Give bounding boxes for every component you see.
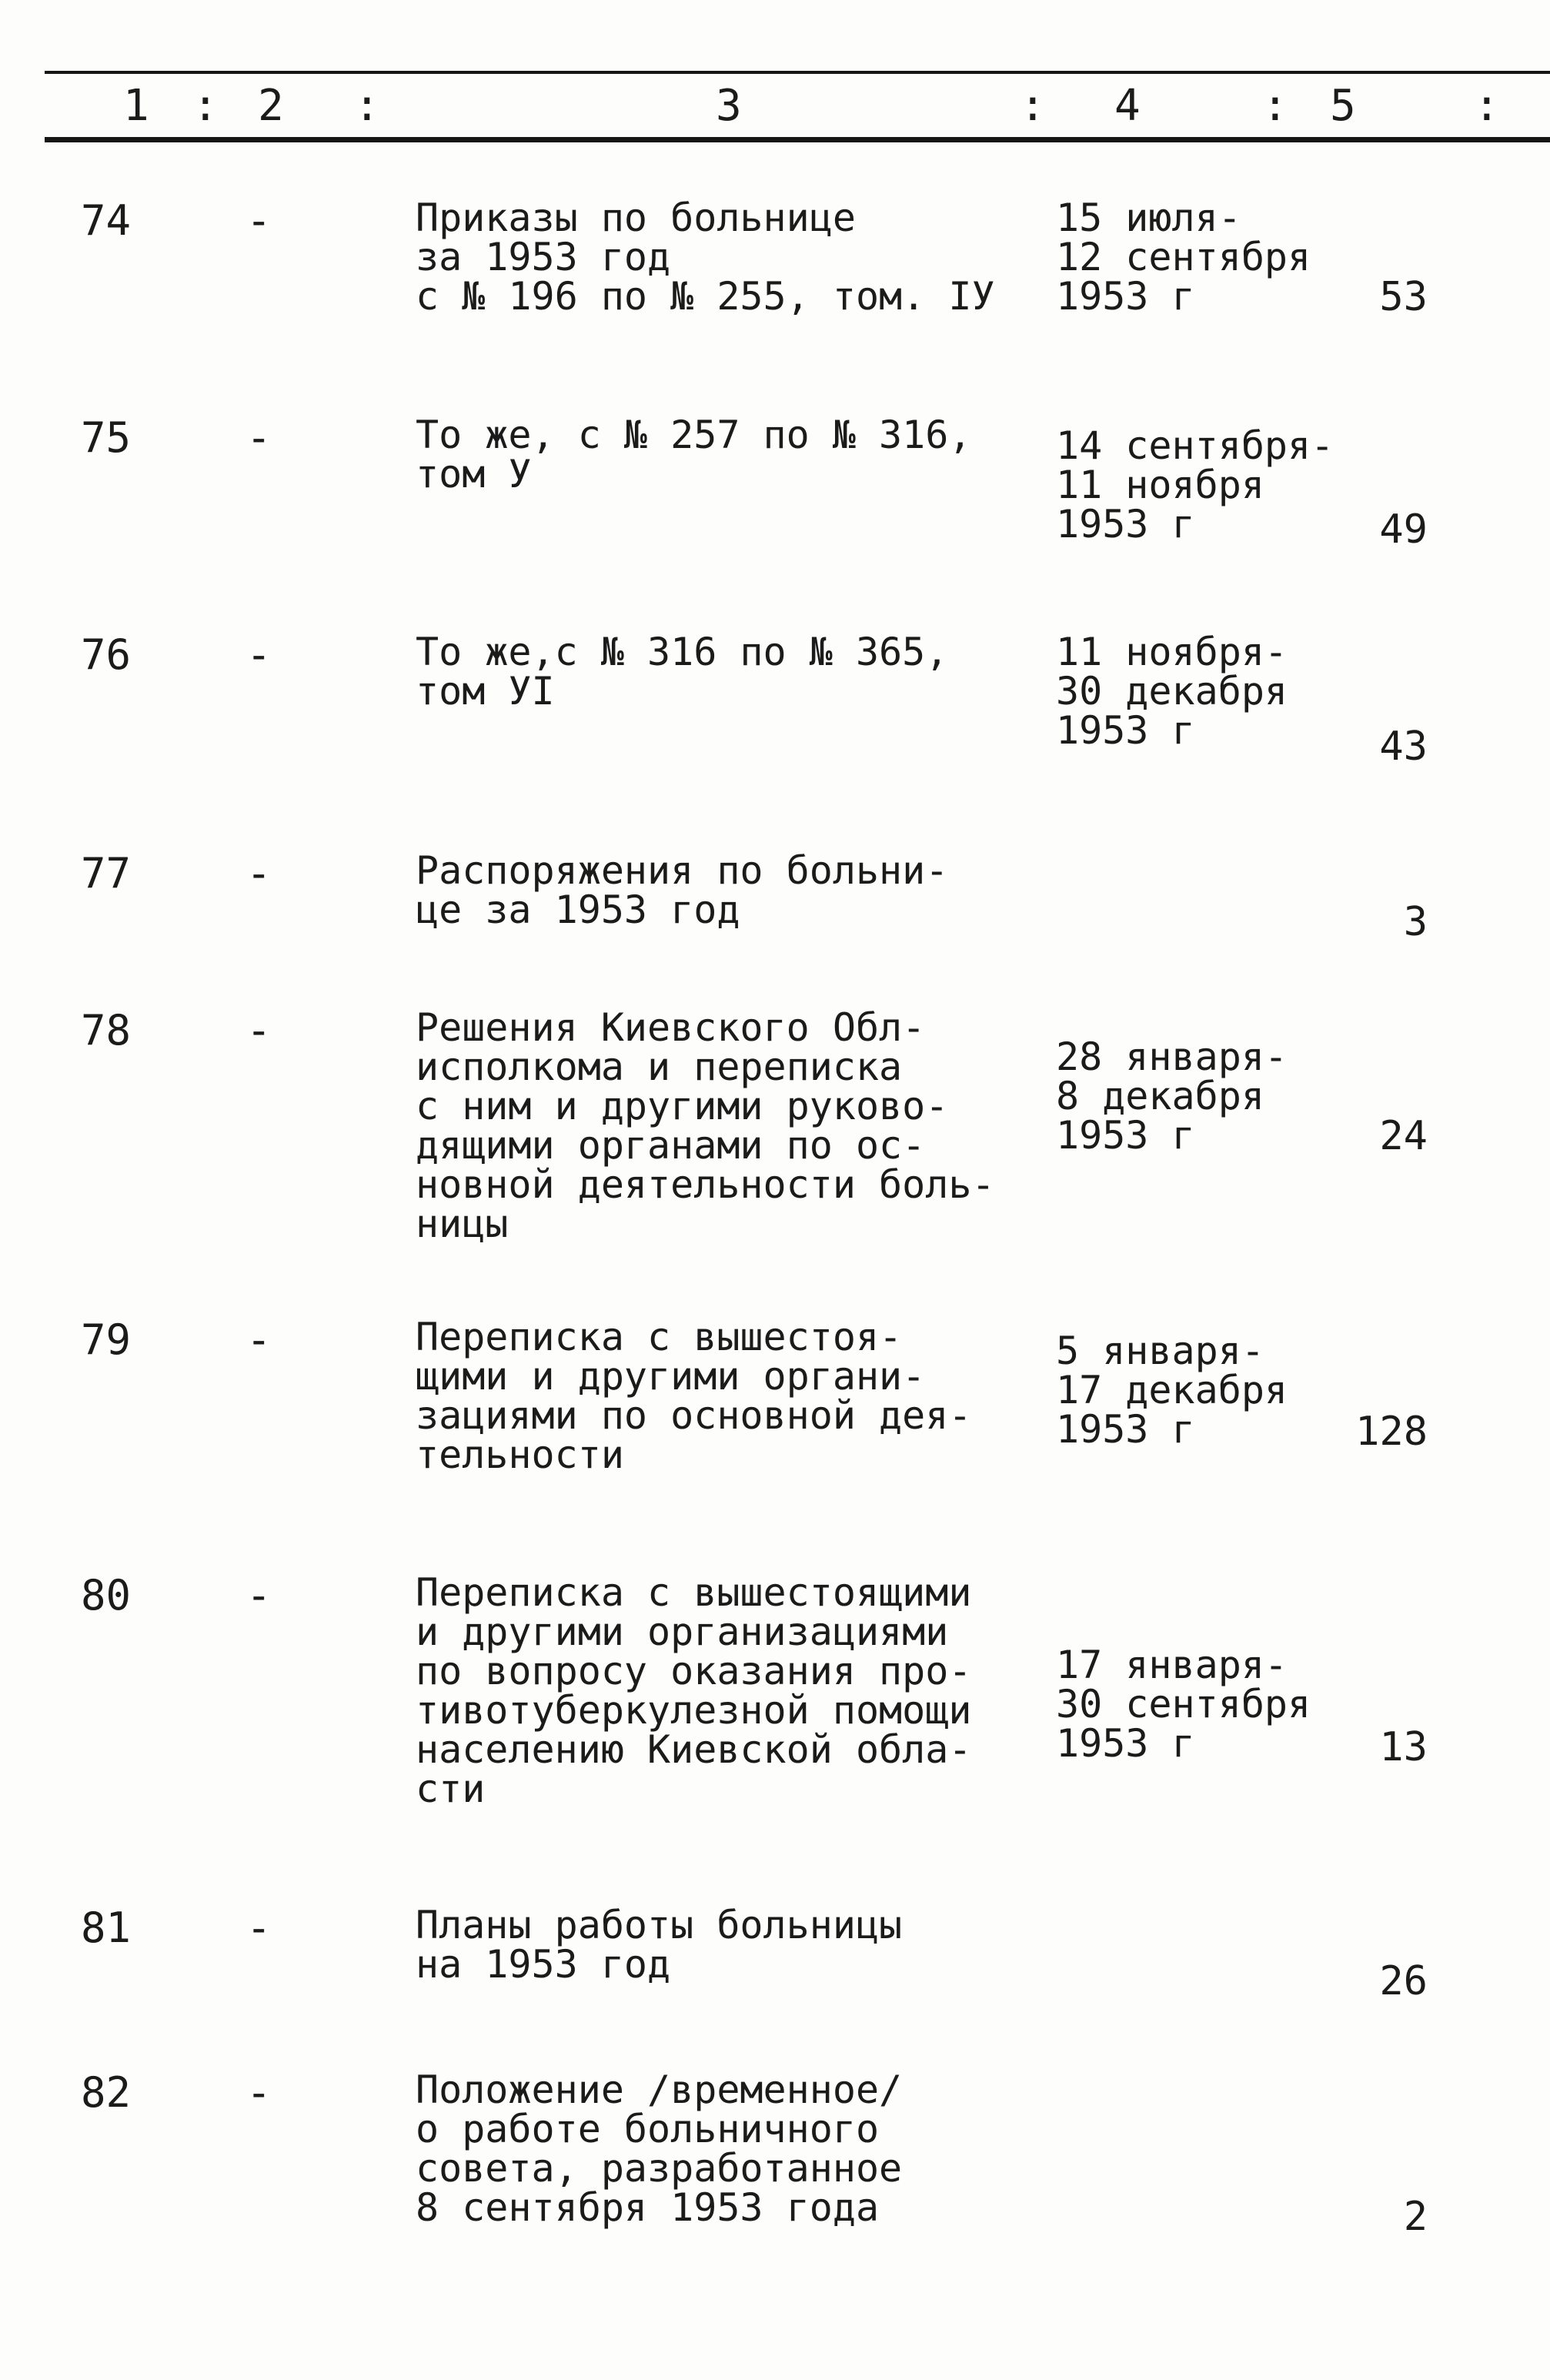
col-separator: : xyxy=(1020,81,1046,131)
item-title: Переписка с вышестоя- щими и другими органи- зациями по основной дея- тельности xyxy=(416,1315,972,1477)
col-3-header: 3 xyxy=(716,81,742,131)
item-dates: 15 июля- 12 сентября 1953 г xyxy=(1056,196,1311,319)
item-sheet-count: 24 xyxy=(1379,1113,1428,1159)
item-number: 82 xyxy=(81,2068,132,2117)
item-number: 79 xyxy=(81,1315,132,1364)
item-index-dash: - xyxy=(246,1315,272,1364)
item-title: Положение /временное/ о работе больничного совета, разработанное 8 сентября 1953 года xyxy=(416,2067,903,2230)
item-number: 76 xyxy=(81,630,132,679)
col-2-header: 2 xyxy=(258,81,284,131)
item-title: То же,с № 316 по № 365, том УI xyxy=(416,630,949,714)
item-title: Переписка с вышестоящими и другими организациями по вопросу оказания про- тивотуберкулезной помощи населению Киевской обла- сти xyxy=(416,1570,972,1811)
item-index-dash: - xyxy=(246,413,272,462)
item-sheet-count: 2 xyxy=(1403,2194,1428,2240)
item-dates: 11 ноября- 30 декабря 1953 г xyxy=(1056,630,1288,753)
item-sheet-count: 3 xyxy=(1403,899,1428,945)
item-sheet-count: 128 xyxy=(1355,1409,1428,1455)
item-index-dash: - xyxy=(246,630,272,679)
item-title: Решения Киевского Обл- исполкома и переписка с ним и другими руково- дящими органами по ос- новной деятельности боль- ницы xyxy=(416,1005,995,1246)
item-index-dash: - xyxy=(246,1904,272,1952)
item-number: 78 xyxy=(81,1006,132,1055)
item-number: 81 xyxy=(81,1904,132,1952)
header-bottom-rule xyxy=(45,137,1550,142)
item-sheet-count: 26 xyxy=(1379,1958,1428,2004)
col-separator: : xyxy=(1262,81,1288,131)
col-5-header: 5 xyxy=(1330,81,1356,131)
col-separator: : xyxy=(354,81,380,131)
item-number: 75 xyxy=(81,413,132,462)
item-index-dash: - xyxy=(246,1006,272,1055)
item-index-dash: - xyxy=(246,196,272,245)
item-dates: 5 января- 17 декабря 1953 г xyxy=(1056,1329,1288,1452)
col-separator: : xyxy=(1474,81,1500,131)
item-title: Приказы по больнице за 1953 год с № 196 по № 255, том. IУ xyxy=(416,196,995,319)
item-sheet-count: 43 xyxy=(1379,724,1428,770)
item-title: Распоряжения по больни- це за 1953 год xyxy=(416,848,949,932)
item-dates: 14 сентября- 11 ноября 1953 г xyxy=(1056,423,1335,547)
col-separator: : xyxy=(192,81,219,131)
item-dates: 28 января- 8 декабря 1953 г xyxy=(1056,1035,1288,1158)
col-4-header: 4 xyxy=(1114,81,1141,131)
item-number: 80 xyxy=(81,1571,132,1620)
item-number: 77 xyxy=(81,849,132,898)
item-number: 74 xyxy=(81,196,132,245)
item-sheet-count: 49 xyxy=(1379,506,1428,553)
item-title: Планы работы больницы на 1953 год xyxy=(416,1903,903,1987)
item-dates: 17 января- 30 сентября 1953 г xyxy=(1056,1643,1311,1766)
item-index-dash: - xyxy=(246,849,272,898)
item-sheet-count: 53 xyxy=(1379,274,1428,320)
item-title: То же, с № 257 по № 316, том У xyxy=(416,413,972,496)
item-sheet-count: 13 xyxy=(1379,1724,1428,1770)
item-index-dash: - xyxy=(246,2068,272,2117)
item-index-dash: - xyxy=(246,1571,272,1620)
col-1-header: 1 xyxy=(123,81,149,131)
header-top-rule xyxy=(45,71,1550,74)
